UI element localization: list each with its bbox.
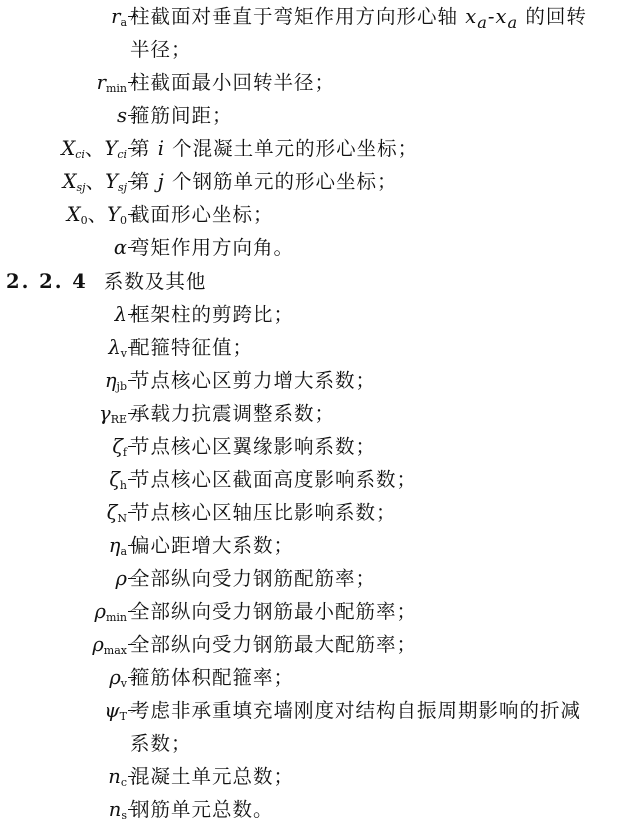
symbol-row-lambda — [0, 298, 623, 331]
symbol-rho-min: $\rho_{min}$ — [94, 600, 127, 624]
symbol-row-alpha — [0, 231, 623, 264]
symbol-row-zeta-h — [0, 463, 623, 496]
symbol-x0-y0: $X_0$、$Y_0$ — [66, 203, 127, 227]
definition-r-a: 柱截面对垂直于弯矩作用方向形心轴 $x_a-x_a$ 的回转 — [130, 5, 587, 32]
symbol-gamma-re: $\gamma_{RE}$ — [99, 402, 127, 426]
symbol-row-gamma-re — [0, 397, 623, 430]
symbol-alpha: α — [113, 236, 127, 259]
symbol-row-eta-jb — [0, 364, 623, 397]
symbol-n-c: $n_c$ — [108, 765, 127, 789]
symbol-lambda-v: $\lambda_v$ — [108, 336, 127, 360]
definition-zeta-h: 节点核心区截面高度影响系数； — [130, 468, 418, 491]
definition-rho: 全部纵向受力钢筋配筋率； — [130, 567, 377, 590]
definition-rho-v: 箍筋体积配箍率； — [130, 666, 295, 689]
definition-n-s: 钢筋单元总数。 — [130, 798, 274, 821]
symbol-row-s — [0, 99, 623, 132]
definition-x0-y0: 截面形心坐标； — [130, 203, 274, 226]
definition-rho-min: 全部纵向受力钢筋最小配筋率； — [130, 600, 418, 623]
definition-lambda-v: 配箍特征值； — [130, 336, 254, 359]
symbol-r-min: $r_{min}$ — [96, 71, 127, 95]
symbol-row-rho-v — [0, 661, 623, 694]
definition-s: 箍筋间距； — [130, 104, 233, 127]
symbol-zeta-f: $\zeta_f$ — [112, 435, 127, 459]
section-heading — [6, 265, 206, 298]
symbol-rho-v: $\rho_v$ — [109, 666, 127, 690]
definition-eta-jb: 节点核心区剪力增大系数； — [130, 369, 377, 392]
definition-xc-yc: 第 i 个混凝土单元的形心坐标； — [130, 137, 419, 160]
symbol-n-s: $n_s$ — [108, 798, 127, 822]
definition-alpha: 弯矩作用方向角。 — [130, 236, 295, 259]
symbol-row-lambda-v — [0, 331, 623, 364]
symbol-xc-yc: $X_{ci}$、$Y_{ci}$ — [61, 137, 127, 161]
definition-psi-t-continued: 系数； — [130, 732, 192, 755]
symbol-r-a: $r_a$ — [111, 5, 127, 29]
symbol-row-eta-a — [0, 529, 623, 562]
definition-xs-ys: 第 j 个钢筋单元的形心坐标； — [130, 170, 398, 193]
symbol-row-zeta-f — [0, 430, 623, 463]
symbol-row-zeta-n — [0, 496, 623, 529]
section-number: 2. 2. 4 — [6, 270, 88, 293]
symbol-row-r-a — [0, 0, 623, 33]
symbol-rho: ρ — [115, 567, 127, 590]
symbol-row-rho-max — [0, 628, 623, 661]
symbol-row-rho — [0, 562, 623, 595]
symbol-zeta-n: $\zeta_N$ — [106, 501, 127, 525]
section-title: 系数及其他 — [103, 270, 207, 293]
symbol-rho-max: $\rho_{max}$ — [92, 633, 127, 657]
symbol-row-x0-y0 — [0, 198, 623, 231]
definition-zeta-n: 节点核心区轴压比影响系数； — [130, 501, 397, 524]
symbol-row-psi-t — [0, 694, 623, 727]
symbol-row-xc-yc — [0, 132, 623, 165]
definition-n-c: 混凝土单元总数； — [130, 765, 295, 788]
symbol-eta-jb: $\eta_{jb}$ — [104, 369, 127, 393]
symbol-row-rho-min — [0, 595, 623, 628]
symbol-zeta-h: $\zeta_h$ — [109, 468, 127, 492]
symbol-psi-t: $\psi_T$ — [104, 699, 127, 723]
symbol-row-n-s — [0, 793, 623, 826]
symbol-s: s — [116, 104, 127, 127]
definition-rho-max: 全部纵向受力钢筋最大配筋率； — [130, 633, 418, 656]
definition-r-min: 柱截面最小回转半径； — [130, 71, 336, 94]
definition-eta-a: 偏心距增大系数； — [130, 534, 295, 557]
symbol-eta-a: $\eta_a$ — [108, 534, 127, 558]
definition-zeta-f: 节点核心区翼缘影响系数； — [130, 435, 377, 458]
definition-lambda: 框架柱的剪跨比； — [130, 303, 295, 326]
symbol-row-xs-ys — [0, 165, 623, 198]
definition-gamma-re: 承载力抗震调整系数； — [130, 402, 336, 425]
definition-psi-t: 考虑非承重填充墙刚度对结构自振周期影响的折减 — [130, 699, 582, 722]
symbol-row-r-min — [0, 66, 623, 99]
symbol-row-n-c — [0, 760, 623, 793]
definition-r-a-continued: 半径； — [130, 38, 192, 61]
symbol-xs-ys: $X_{sj}$、$Y_{sj}$ — [62, 170, 127, 194]
symbol-lambda: λ — [114, 303, 127, 326]
